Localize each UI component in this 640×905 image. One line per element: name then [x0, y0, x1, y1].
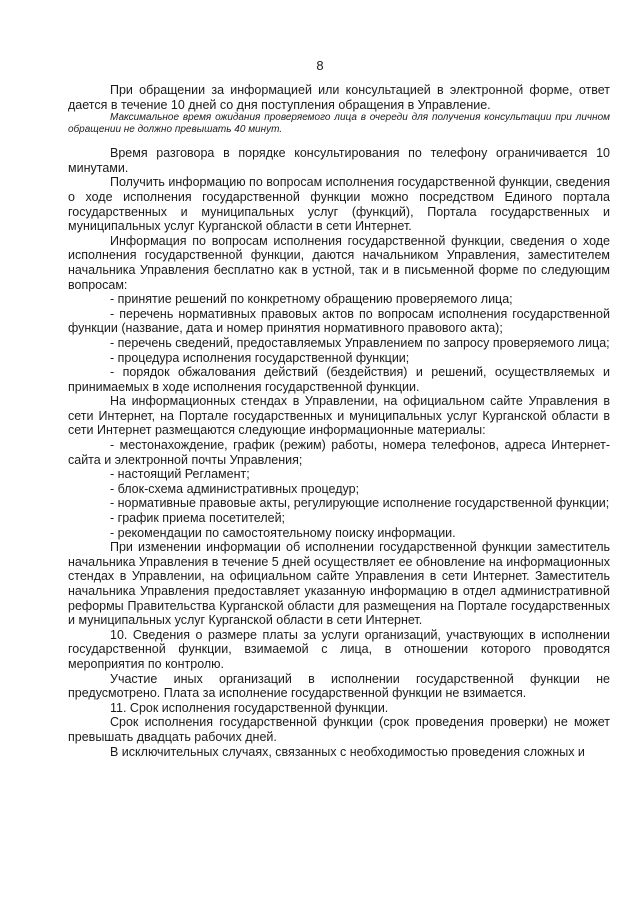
- list-item: - график приема посетителей;: [110, 511, 286, 526]
- paragraph: Время разговора в порядке консультирования по телефону ограничивается 10 минутами.: [68, 146, 610, 175]
- list-item: - рекомендации по самостоятельному поиску информации.: [110, 525, 456, 540]
- page-body: [68, 83, 610, 759]
- page-number: 8: [316, 58, 324, 73]
- section-heading-10: 10. Сведения о размере платы за услуги организаций, участвующих в исполнении государственной функции, взимаемой с лица, в отношении которого проводятся мероприятия по контролю.: [68, 627, 610, 671]
- list-item: - порядок обжалования действий (бездействия) и решений, осуществляемых и принимаемых в ходе исполнения государственной функции.: [68, 365, 610, 394]
- paragraph: Получить информацию по вопросам исполнения государственной функции, сведения о ходе исполнения государственной функции можно посредством Единого портала государственных и муниципальных услуг (функций), Портала государственных и муниципальных услуг Курганской области в сети Интернет.: [68, 175, 610, 234]
- list-item: - перечень сведений, предоставляемых Управлением по запросу проверяемого лица;: [110, 335, 610, 350]
- list-item: - нормативные правовые акты, регулирующие исполнение государственной функции;: [110, 496, 610, 511]
- list-item: - местонахождение, график (режим) работы, номера телефонов, адреса Интернет-сайта и электронной почты Управления;: [68, 438, 610, 467]
- list-item: - настоящий Регламент;: [110, 467, 250, 482]
- list-item: - процедура исполнения государственной функции;: [110, 350, 410, 365]
- note-paragraph: Максимальное время ожидания проверяемого лица в очереди для получения консультации при личном обращении не должно превышать 40 минут.: [68, 112, 610, 136]
- paragraph: При изменении информации об исполнении государственной функции заместитель начальника Управления в течение 5 дней осуществляет ее обновление на информационных стендах в Управлении, на официальном сайте Управления в сети Интернет. Заместитель начальника Управления предоставляет указанную информацию в отдел административной реформы Правительства Курганской области для размещения на Портале государственных и муниципальных услуг Курганской области в сети Интернет.: [68, 540, 610, 628]
- paragraph: В исключительных случаях, связанных с необходимостью проведения сложных и: [110, 744, 585, 759]
- section-heading-11: 11. Срок исполнения государственной функции.: [110, 700, 389, 715]
- paragraph: Срок исполнения государственной функции (срок проведения проверки) не может превышать двадцать рабочих дней.: [68, 715, 610, 744]
- paragraph: На информационных стендах в Управлении, на официальном сайте Управления в сети Интернет, на Портале государственных и муниципальных услуг Курганской области в сети Интернет размещаются следующие информационные материалы:: [68, 394, 610, 438]
- paragraph: При обращении за информацией или консультацией в электронной форме, ответ дается в течение 10 дней со дня поступления обращения в Управление.: [68, 83, 610, 112]
- list-item: - перечень нормативных правовых актов по вопросам исполнения государственной функции (название, дата и номер принятия нормативного правового акта);: [68, 306, 610, 336]
- list-item: - блок-схема административных процедур;: [110, 481, 360, 496]
- paragraph: Участие иных организаций в исполнении государственной функции не предусмотрено. Плата за исполнение государственной функции не взимается.: [68, 671, 610, 701]
- paragraph: Информация по вопросам исполнения государственной функции, сведения о ходе исполнения государственной функции, даются начальником Управления, заместителем начальника Управления бесплатно как в устной, так и в письменной форме по следующим вопросам:: [68, 233, 610, 292]
- list-item: - принятие решений по конкретному обращению проверяемого лица;: [110, 292, 513, 307]
